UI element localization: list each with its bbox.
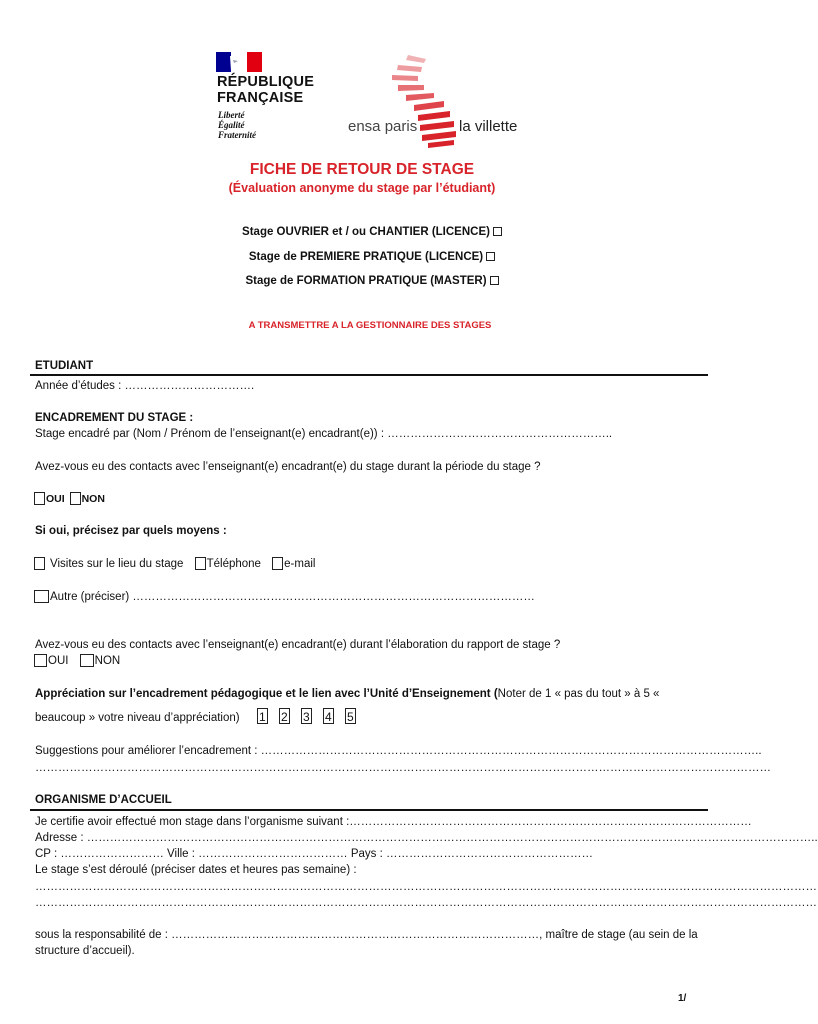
stage-type-formation: Stage de FORMATION PRATIQUE (MASTER) xyxy=(0,274,744,288)
encadre-par-field[interactable]: Stage encadré par (Nom / Prénom de l’enseignant(e) encadrant(e)) : ………………………………………………….. xyxy=(35,428,613,440)
checkbox-non-periode[interactable] xyxy=(70,492,81,505)
suggestions-field-line2[interactable]: ………………………………………………………………………………………………………………………………………………………………………… xyxy=(35,762,771,774)
ensa-name-left: ensa paris xyxy=(348,118,418,135)
stage-type-premiere: Stage de PREMIERE PRATIQUE (LICENCE) xyxy=(0,250,744,264)
page-number: 1/ xyxy=(678,993,687,1004)
rating-1[interactable]: 1 xyxy=(257,708,268,724)
checkbox-email[interactable] xyxy=(272,557,283,570)
question-contacts-periode: Avez-vous eu des contacts avec l’enseignant(e) encadrant(e) du stage durant la période du stage ? xyxy=(35,461,541,473)
divider xyxy=(30,374,708,376)
checkbox-oui-periode[interactable] xyxy=(34,492,45,505)
organisme-field[interactable]: Je certifie avoir effectué mon stage dans l’organisme suivant :…………………………………………………………………………………………… xyxy=(35,816,752,828)
republique-francaise: RÉPUBLIQUE FRANÇAISE xyxy=(217,74,315,106)
moyens-options: Visites sur le lieu du stage Téléphone e-mail xyxy=(34,557,315,571)
ensa-name-right: la villette xyxy=(459,118,518,135)
responsabilite-field-line2: structure d’accueil). xyxy=(35,945,135,957)
devise: Liberté Égalité Fraternité xyxy=(218,110,257,140)
appreciation-scale-row: beaucoup » votre niveau d’appréciation) 1 2 3 4 5 xyxy=(35,708,356,725)
checkbox-stage-formation[interactable] xyxy=(490,276,499,285)
cp-ville-pays-field[interactable]: CP : ……………………… Ville : ………………………………… Pays : ……………………………………………… xyxy=(35,848,594,860)
rating-3[interactable]: 3 xyxy=(301,708,312,724)
deroule-field-line2[interactable]: …………………………………………………………………………………………………………………………………………………………………………………… xyxy=(35,897,817,909)
page-subtitle: (Évaluation anonyme du stage par l’étudiant) xyxy=(228,181,496,195)
etudiant-heading: ETUDIANT xyxy=(35,360,94,372)
organisme-heading: ORGANISME D’ACCUEIL xyxy=(35,794,172,806)
autre-field[interactable]: Autre (préciser) …………………………………………………………………………………………… xyxy=(50,591,535,603)
responsabilite-field[interactable]: sous la responsabilité de : ……………………………………………………………………………………, maître de stage (au sein de la xyxy=(35,929,698,941)
annee-etudes-field[interactable]: Année d’études : ……………………………. xyxy=(35,380,255,392)
page-title: FICHE DE RETOUR DE STAGE xyxy=(249,161,475,178)
rating-2[interactable]: 2 xyxy=(279,708,290,724)
divider xyxy=(30,809,708,811)
checkbox-non-rapport[interactable] xyxy=(80,654,94,667)
rating-4[interactable]: 4 xyxy=(323,708,334,724)
contacts-rapport-options: OUI NON xyxy=(34,654,120,668)
deroule-field-line1[interactable]: …………………………………………………………………………………………………………………………………………………………………………………… xyxy=(35,881,817,893)
deroule-label: Le stage s’est déroulé (préciser dates et heures pas semaine) : xyxy=(35,864,357,876)
suggestions-field[interactable]: Suggestions pour améliorer l’encadrement : ………………………………………………………………………………………………………………….. xyxy=(35,745,762,757)
checkbox-stage-premiere[interactable] xyxy=(486,252,495,261)
question-contacts-rapport: Avez-vous eu des contacts avec l’enseignant(e) encadrant(e) durant l’élaboration du rapport de stage ? xyxy=(35,639,561,651)
checkbox-stage-ouvrier[interactable] xyxy=(493,227,502,236)
appreciation-label: Appréciation sur l’encadrement pédagogique et le lien avec l’Unité d’Enseignement (Noter de 1 « pas du tout » à 5 « xyxy=(35,688,660,700)
checkbox-autre[interactable] xyxy=(34,590,49,603)
moyens-heading: Si oui, précisez par quels moyens : xyxy=(35,525,227,537)
rating-5[interactable]: 5 xyxy=(345,708,356,724)
marianne-logo xyxy=(216,52,262,72)
checkbox-telephone[interactable] xyxy=(195,557,206,570)
autre-option xyxy=(34,590,535,604)
checkbox-visites[interactable] xyxy=(34,557,45,570)
encadrement-heading: ENCADREMENT DU STAGE : xyxy=(35,412,194,424)
contacts-periode-options: OUI NON xyxy=(34,492,105,506)
ensa-staircase-logo xyxy=(388,55,458,155)
adresse-field[interactable]: Adresse : ……………………………………………………………………………………………………………………………………………………………………….. xyxy=(35,832,818,844)
transmit-note: A TRANSMETTRE A LA GESTIONNAIRE DES STAGES xyxy=(248,320,492,331)
stage-type-ouvrier: Stage OUVRIER et / ou CHANTIER (LICENCE) xyxy=(0,225,744,239)
checkbox-oui-rapport[interactable] xyxy=(34,654,47,667)
